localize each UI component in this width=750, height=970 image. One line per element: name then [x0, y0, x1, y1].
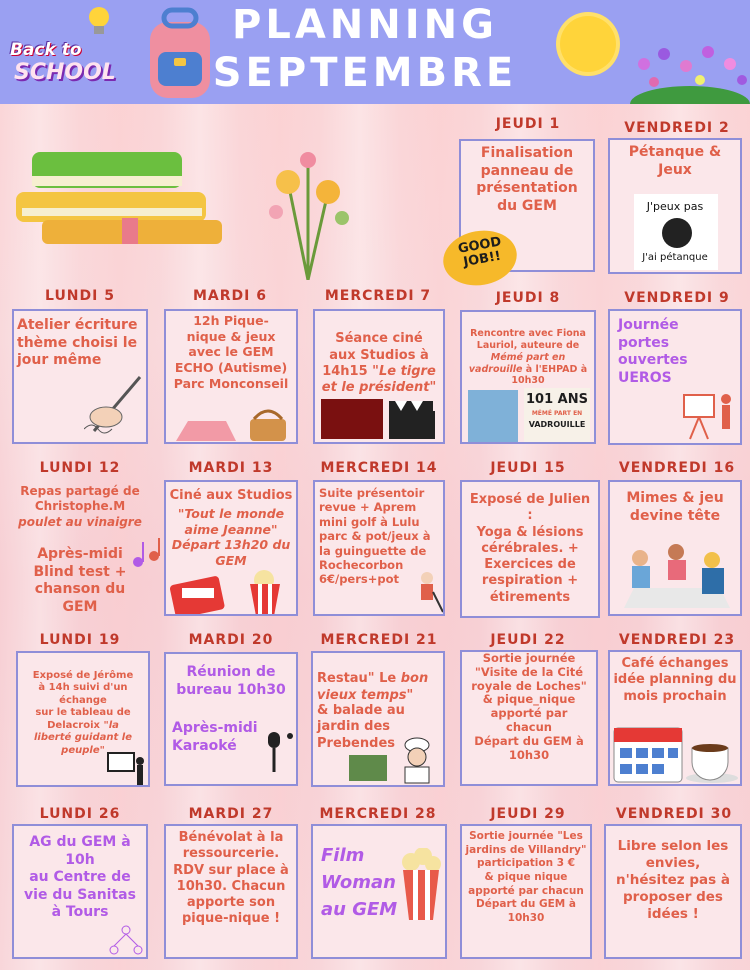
popcorn-icon [168, 570, 294, 616]
petanque-sign-top: J'peux pas [646, 200, 704, 213]
day-label-mardi-27: MARDI 27 [188, 806, 274, 822]
event-card-mercredi-21 [311, 651, 445, 787]
music-notes-icon [130, 538, 164, 572]
day-label-vendredi-30: VENDREDI 30 [615, 806, 733, 822]
event-text-lundi-12-dish: poulet au vinaigre [18, 515, 142, 529]
picnic-icon [176, 407, 292, 443]
good-job-text: GOOD JOB!! [456, 234, 503, 270]
day-label-mardi-6: MARDI 6 [193, 288, 267, 304]
day-label-jeudi-22: JEUDI 22 [490, 632, 566, 648]
event-card-mercredi-7 [313, 309, 445, 444]
lightbulb-icon [86, 4, 112, 38]
event-text-jeudi-8-intro: Rencontre avec Fiona Lauriol, auteure de [470, 327, 586, 351]
coffee-cup-icon [684, 738, 742, 784]
mini-golf-icon [411, 570, 445, 614]
event-card-jeudi-22 [460, 650, 598, 786]
clapperboard-icon [387, 399, 437, 441]
event-text-mardi-13-film: "Tout le monde aime Jeanne" Départ 13h20 du GEM [171, 506, 291, 568]
whiteboard-icon [106, 751, 148, 787]
event-text-lundi-19 [21, 657, 145, 757]
books-icon [12, 148, 222, 248]
event-text-jeudi-8-place: à l'EHPAD à 10h30 [511, 363, 588, 387]
event-text-mardi-6: 12h Pique- nique & jeux avec le GEM ECHO (Autisme) Parc Monconseil [173, 313, 289, 391]
event-text-mardi-13-main: Ciné aux Studios [169, 488, 293, 503]
event-text-jeudi-8-book: Mémé part en vadrouille [468, 351, 566, 375]
event-text-lundi-12-intro: Repas partagé de Christophe.M [20, 484, 140, 513]
event-text-mercredi-14: Suite présentoir revue + Aprem mini golf à Lulu parc & pot/jeux à la guinguette de Rochecorbon 6€/pers+pot [319, 486, 431, 587]
event-card-vendredi-16 [608, 480, 742, 616]
event-text-lundi-19-painting: "la liberté guidant le peuple" [34, 719, 132, 756]
event-card-lundi-26 [12, 824, 148, 959]
event-card-lundi-19 [16, 651, 150, 787]
event-card-mardi-6 [164, 309, 298, 444]
event-card-jeudi-8 [460, 310, 596, 444]
page-title-line-1: PLANNING [232, 2, 498, 48]
sun-icon [560, 16, 616, 72]
popcorn-bucket-icon [401, 848, 441, 920]
event-text-lundi-19-main: Exposé de Jérôme à 14h suivi d'un échange sur le tableau de Delacroix [32, 669, 134, 731]
day-label-jeudi-8: JEUDI 8 [495, 290, 561, 306]
event-text-mardi-20-karaoke: Après-midi Karaoké [172, 720, 258, 754]
event-text-mercredi-21-walk: & balade au jardin des Prebendes [317, 703, 405, 751]
day-label-vendredi-16: VENDREDI 16 [618, 460, 736, 476]
day-label-lundi-12: LUNDI 12 [39, 460, 121, 476]
petanque-sign-bottom: J'ai pétanque [642, 252, 708, 263]
flower-bouquet-icon [258, 142, 358, 280]
flowers-icon [630, 40, 750, 104]
day-label-jeudi-15: JEUDI 15 [490, 460, 566, 476]
event-text-lundi-26: AG du GEM à 10h au Centre de vie du Sanitas à Tours [24, 834, 136, 920]
event-card-vendredi-9 [608, 309, 742, 445]
event-text-mercredi-7-main: Séance ciné aux Studios à 14h15 [322, 331, 429, 379]
event-text-jeudi-1: Finalisation panneau de présentation du GEM [476, 145, 578, 214]
event-text-mercredi-28: Film Woman au GEM [321, 845, 398, 920]
presentation-icon [680, 389, 738, 443]
event-card-vendredi-30 [604, 824, 742, 959]
event-card-mardi-27 [164, 824, 298, 959]
event-card-vendredi-2 [608, 138, 742, 274]
event-card-mardi-13 [164, 480, 298, 616]
page-title-line-2: SEPTEMBRE [212, 50, 518, 96]
day-label-lundi-5: LUNDI 5 [45, 288, 115, 304]
event-text-vendredi-30: Libre selon les envies, n'hésitez pas à proposer des idées ! [616, 838, 730, 922]
event-text-mercredi-21 [317, 655, 440, 704]
event-text-mercredi-21-restaurant: bon vieux temps" [317, 671, 429, 703]
badge-line-2: SCHOOL [14, 60, 116, 85]
day-label-mercredi-7: MERCREDI 7 [324, 288, 432, 304]
event-text-jeudi-15: Exposé de Julien : Yoga & lésions cérébrales. + Exercices de respiration + étirements [469, 492, 591, 605]
event-text-vendredi-2: Pétanque & Jeux [628, 144, 722, 178]
cinema-icon [321, 399, 383, 439]
event-text-jeudi-29: Sortie journée "Les jardins de Villandry" participation 3 € & pique nique apporté par chacun Départ du GEM à 10h30 [465, 830, 587, 924]
event-text-vendredi-16: Mimes & jeu devine tête [626, 490, 724, 524]
book-cover-subtitle-2: VADROUILLE [528, 420, 586, 429]
day-label-vendredi-23: VENDREDI 23 [618, 632, 736, 648]
book-cover-subtitle: MÉMÉ PART EN [531, 410, 583, 417]
day-label-mardi-20: MARDI 20 [188, 632, 274, 648]
board-game-icon [620, 538, 734, 614]
event-card-jeudi-15 [460, 480, 600, 618]
chef-icon [397, 737, 437, 785]
event-text-vendredi-23: Café échanges idée planning du mois prochain [613, 656, 737, 704]
event-card-mercredi-14 [313, 480, 445, 616]
event-text-jeudi-8 [465, 316, 591, 387]
day-label-jeudi-1: JEUDI 1 [495, 116, 561, 132]
event-card-mardi-20 [164, 652, 298, 786]
petanque-ball-icon [662, 218, 692, 248]
event-text-mercredi-21-intro: Restau" Le [317, 671, 397, 687]
day-label-lundi-26: LUNDI 26 [39, 806, 121, 822]
badge-line-1: Back to [10, 40, 82, 60]
day-label-mardi-13: MARDI 13 [188, 460, 274, 476]
garden-photo [349, 755, 387, 781]
event-card-lundi-12 [12, 480, 148, 616]
day-label-vendredi-9: VENDREDI 9 [624, 290, 730, 306]
day-label-mercredi-21: MERCREDI 21 [320, 632, 438, 648]
event-card-lundi-5 [12, 309, 148, 444]
day-label-jeudi-29: JEUDI 29 [490, 806, 566, 822]
event-text-mercredi-7-film: "Le tigre et le président" [321, 363, 437, 395]
network-icon [108, 924, 144, 958]
event-text-mardi-27: Bénévolat à la ressourcerie. RDV sur place à 10h30. Chacun apporte son pique-nique ! [173, 830, 289, 927]
microphone-icon [262, 728, 296, 776]
author-photo [468, 390, 518, 442]
event-text-vendredi-9: Journée portes ouvertes UEROS [618, 317, 688, 386]
event-text-lundi-5: Atelier écriture thème choisi le jour même [17, 317, 138, 368]
book-cover-title: 101 ANS [526, 392, 588, 407]
event-card-jeudi-29 [460, 824, 592, 959]
event-text-mardi-20-meeting: Réunion de bureau 10h30 [176, 664, 286, 698]
event-card-mercredi-28 [311, 824, 447, 959]
event-text-jeudi-22: Sortie journée "Visite de la Cité royale de Loches" & pique_nique apporté par chacun Départ du GEM à 10h30 [471, 651, 587, 762]
day-label-lundi-19: LUNDI 19 [39, 632, 121, 648]
calendar-icon [612, 722, 684, 784]
event-card-vendredi-23 [608, 650, 742, 786]
day-label-vendredi-2: VENDREDI 2 [624, 120, 730, 136]
day-label-mercredi-14: MERCREDI 14 [320, 460, 438, 476]
event-text-lundi-12-afternoon: Après-midi Blind test + chanson du GEM [33, 546, 127, 615]
event-text-mercredi-7 [318, 315, 440, 396]
day-label-mercredi-28: MERCREDI 28 [319, 806, 437, 822]
writing-hand-icon [84, 371, 144, 437]
